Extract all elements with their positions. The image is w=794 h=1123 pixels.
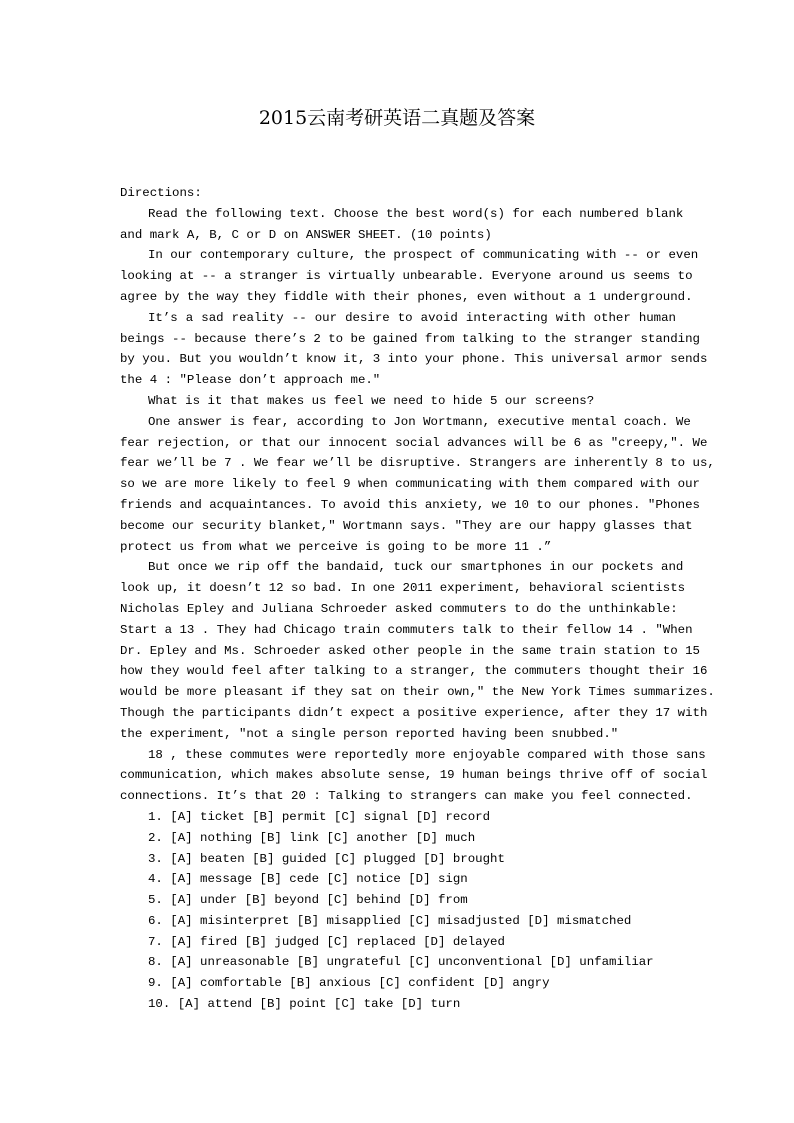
paragraph-line: friends and acquaintances. To avoid this anxiety, we 10 to our phones. "Phones	[120, 497, 700, 512]
paragraph-line: communication, which makes absolute sense, 19 human beings thrive off of social	[120, 768, 708, 783]
paragraph-line: fear we’ll be 7 . We fear we’ll be disruptive. Strangers are inherently 8 to us,	[120, 456, 715, 471]
paragraph-line: Dr. Epley and Ms. Schroeder asked other people in the same train station to 15	[120, 643, 700, 658]
paragraph-line: One answer is fear, according to Jon Wortmann, executive mental coach. We	[148, 414, 691, 429]
paragraph-line: Nicholas Epley and Juliana Schroeder asked commuters to do the unthinkable:	[120, 601, 678, 616]
paragraph-line: 18 , these commutes were reportedly more enjoyable compared with those sans	[148, 747, 706, 762]
paragraph-line: Start a 13 . They had Chicago train commuters talk to their fellow 14 . "When	[120, 622, 693, 637]
paragraph-line: agree by the way they fiddle with their phones, even without a 1 underground.	[120, 289, 693, 304]
paragraph-line: how they would feel after talking to a stranger, the commuters thought their 16	[120, 664, 708, 679]
question-item: 7. [A] fired [B] judged [C] replaced [D] delayed	[148, 934, 505, 949]
paragraph	[120, 745, 708, 807]
question-item: 4. [A] message [B] cede [C] notice [D] sign	[148, 872, 468, 887]
paragraph	[120, 308, 708, 391]
paragraph	[120, 245, 699, 307]
paragraph-line: Though the participants didn’t expect a positive experience, after they 17 with	[120, 705, 708, 720]
question-item: 3. [A] beaten [B] guided [C] plugged [D] brought	[148, 851, 505, 866]
paragraph-line: fear rejection, or that our innocent social advances will be 6 as "creepy,". We	[120, 435, 708, 450]
paragraph-line: beings -- because there’s 2 to be gained from talking to the stranger standing	[120, 331, 700, 346]
question-item: 8. [A] unreasonable [B] ungrateful [C] unconventional [D] unfamiliar	[148, 955, 654, 970]
paragraph	[120, 412, 715, 558]
paragraph-instructions	[120, 204, 684, 246]
paragraph-line: the 4 : "Please don’t approach me."	[120, 373, 381, 388]
paragraph-line: protect us from what we perceive is going to be more 11 .”	[120, 539, 552, 554]
paragraph-line: It’s a sad reality -- our desire to avoid interacting with other human	[148, 310, 676, 325]
paragraph	[120, 557, 715, 744]
paragraph-line: looking at -- a stranger is virtually unbearable. Everyone around us seems to	[120, 269, 693, 284]
paragraph-line: look up, it doesn’t 12 so bad. In one 2011 experiment, behavioral scientists	[120, 581, 686, 596]
document-title: 2015云南考研英语二真题及答案	[258, 107, 536, 129]
question-list	[120, 807, 676, 1015]
paragraph-line: But once we rip off the bandaid, tuck our smartphones in our pockets and	[148, 560, 684, 575]
paragraph-line: would be more pleasant if they sat on their own," the New York Times summarizes.	[120, 685, 715, 700]
question-item: 5. [A] under [B] beyond [C] behind [D] from	[148, 893, 468, 908]
question-item: 10. [A] attend [B] point [C] take [D] turn	[148, 997, 461, 1012]
paragraph-line: In our contemporary culture, the prospect of communicating with -- or even	[148, 248, 699, 263]
question-item: 6. [A] misinterpret [B] misapplied [C] misadjusted [D] mismatched	[148, 913, 632, 928]
paragraph-line: the experiment, "not a single person reported having been snubbed."	[120, 726, 619, 741]
question-item: 2. [A] nothing [B] link [C] another [D] much	[148, 830, 476, 845]
paragraph-line: connections. It’s that 20 : Talking to strangers can make you feel connected.	[120, 789, 693, 804]
question-item: 1. [A] ticket [B] permit [C] signal [D] record	[148, 809, 491, 824]
document-body	[120, 183, 715, 1015]
paragraph-line: by you. But you wouldn’t know it, 3 into your phone. This universal armor sends	[120, 352, 708, 367]
paragraph-line: Read the following text. Choose the best word(s) for each numbered blank	[148, 206, 684, 221]
paragraph-line: so we are more likely to feel 9 when communicating with them compared with our	[120, 477, 700, 492]
paragraph-line: What is it that makes us feel we need to hide 5 our screens?	[148, 393, 595, 408]
paragraph-line: and mark A, B, C or D on ANSWER SHEET. (10 points)	[120, 227, 492, 242]
question-item: 9. [A] comfortable [B] anxious [C] confident [D] angry	[148, 976, 550, 991]
paragraph-line: become our security blanket," Wortmann says. "They are our happy glasses that	[120, 518, 693, 533]
paragraph	[120, 391, 676, 412]
directions-heading: Directions:	[120, 186, 202, 200]
